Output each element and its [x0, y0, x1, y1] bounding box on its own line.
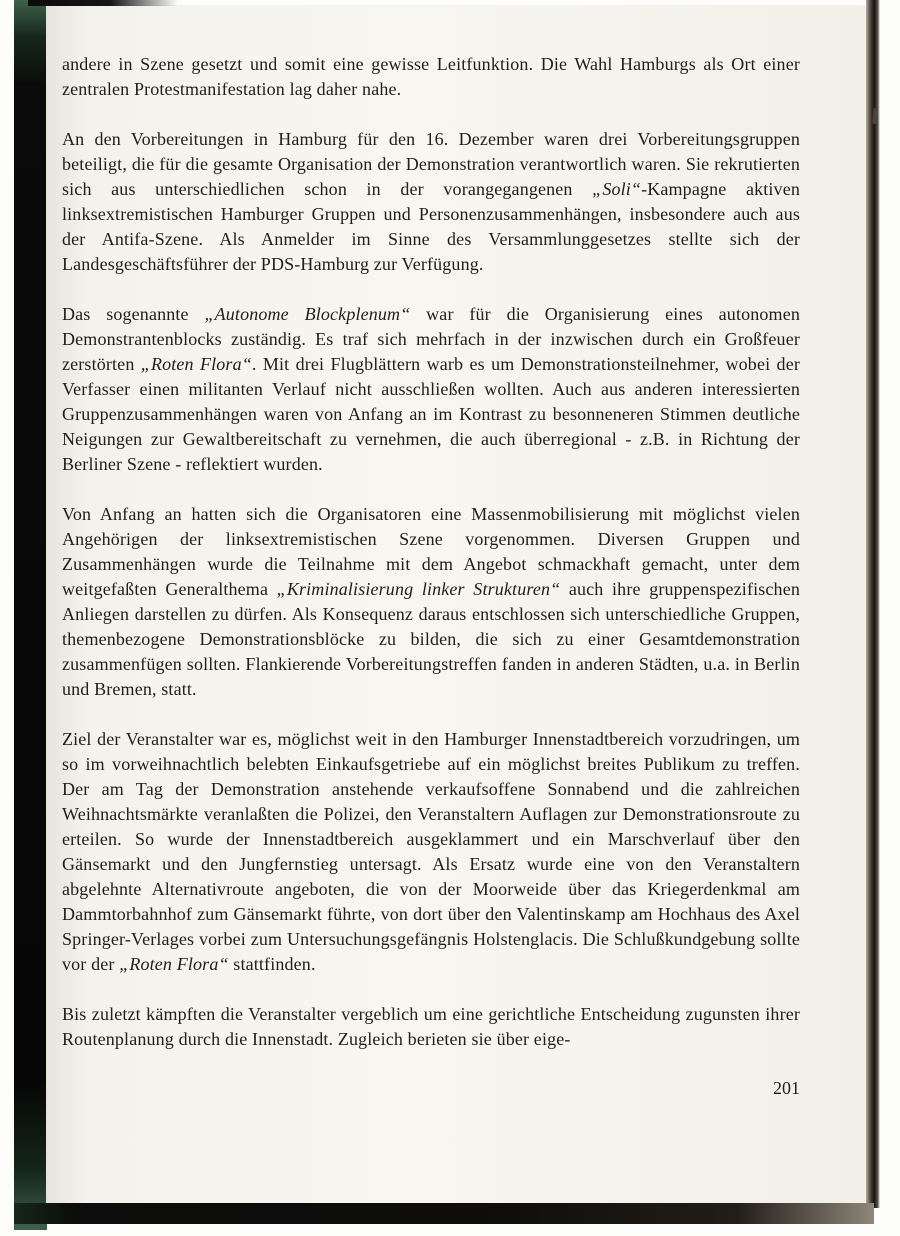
italic-phrase: „Soli“	[592, 179, 642, 199]
text-run: -Kampagne aktiven linksextremistischen Hamburger Gruppen und Personenzusammenhängen, insbesondere auch aus der Antifa-Szene. Als Anmelder im Sinne des Versammlunggesetzes stellte sich der Landesgeschäftsführer der PDS-Hamburg zur Verfügung.	[62, 179, 800, 274]
text-column	[62, 52, 800, 1101]
text-run: war für die Organisierung eines autonomen Demonstrantenblocks zuständig. Es traf sich mehrfach in der inzwischen durch ein Großfeuer zerstörten	[62, 304, 800, 374]
italic-phrase: „Kriminalisierung linker Strukturen“	[276, 579, 561, 599]
italic-phrase: „Roten Flora“	[119, 954, 229, 974]
page-bottom-edge-shadow	[14, 1203, 874, 1224]
text-run: Von Anfang an hatten sich die Organisatoren eine Massenmobilisierung mit möglichst vielen Angehörigen der linksextremistischen Szene vorgenommen. Diversen Gruppen und Zusammenhängen wurde die Teilnahme mit dem Angebot schmackhaft gemacht, unter dem weitgefaßten Generalthema	[62, 504, 800, 599]
text-run: Bis zuletzt kämpften die Veranstalter vergeblich um eine gerichtliche Entscheidung zugunsten ihrer Routenplanung durch die Innenstadt. Zugleich berieten sie über eige-	[62, 1004, 800, 1049]
page-number: 201	[773, 1078, 800, 1098]
paragraph	[62, 1002, 800, 1052]
text-run: Ziel der Veranstalter war es, möglichst weit in den Hamburger Innenstadtbereich vorzudringen, um so im vorweihnachtlich belebten Einkaufsgetriebe auf ein möglichst breites Publikum zu treffen. Der am Tag der Demonstration anstehende verkaufsoffene Sonnabend und die zahlreichen Weihnachtsmärkte veranlaßten die Polizei, den Veranstaltern Auflagen zur Demonstrationsroute zu erteilen. So wurde der Innenstadtbereich ausgeklammert und ein Marschverlauf über den Gänsemarkt und den Jungfernstieg untersagt. Als Ersatz wurde eine von den Veranstaltern abgelehnte Alternativroute angeboten, die von der Moorweide über das Kriegerdenkmal am Dammtorbahnhof zum Gänsemarkt führte, von dort über den Valentinskamp am Hochhaus des Axel Springer-Verlages vorbei zum Untersuchungsgefängnis Holstenglacis. Die Schlußkundgebung sollte vor der	[62, 729, 800, 974]
text-run: Das sogenannte	[62, 304, 205, 324]
italic-phrase: „Roten Flora“	[140, 354, 252, 374]
page-top-edge-shadow	[28, 0, 178, 6]
paragraph	[62, 502, 800, 702]
text-run: An den Vorbereitungen in Hamburg für den 16. Dezember waren drei Vorbereitungsgruppen beteiligt, die für die gesamte Organisation der Demonstration verantwortlich waren. Sie rekrutierten sich aus unterschiedlichen schon in der vorangegangenen	[62, 129, 800, 199]
page-paper	[46, 5, 866, 1203]
paragraph	[62, 127, 800, 277]
text-run: stattfinden.	[228, 954, 316, 974]
text-run: andere in Szene gesetzt und somit eine gewisse Leitfunktion. Die Wahl Hamburgs als Ort einer zentralen Protestmanifestation lag daher nahe.	[62, 54, 800, 99]
paragraph	[62, 52, 800, 102]
paragraph	[62, 302, 800, 477]
paragraph	[62, 727, 800, 977]
text-run: auch ihre gruppenspezifischen Anliegen darstellen zu dürfen. Als Konsequenz daraus entschlossen sich unterschiedliche Gruppen, themenbezogene Demonstrationsblöcke zu bilden, die sich zu einer Gesamtdemonstration zusammenfügen sollten. Flankierende Vorbereitungstreffen fanden in anderen Städten, u.a. in Berlin und Bremen, statt.	[62, 579, 800, 699]
book-binding-shadow	[14, 0, 47, 1230]
italic-phrase: „Autonome Blockplenum“	[204, 304, 411, 324]
text-run: . Mit drei Flugblättern warb es um Demonstrationsteilnehmer, wobei der Verfasser einen militanten Verlauf nicht ausschließen wollten. Auch aus anderen interessierten Gruppenzusammenhängen waren von Anfang an im Kontrast zu besonneneren Stimmen deutliche Neigungen zur Gewaltbereitschaft zu vernehmen, die auch überregional - z.B. in Richtung der Berliner Szene - reflektiert wurden.	[62, 354, 800, 474]
page-right-edge-shadow	[866, 0, 880, 1208]
